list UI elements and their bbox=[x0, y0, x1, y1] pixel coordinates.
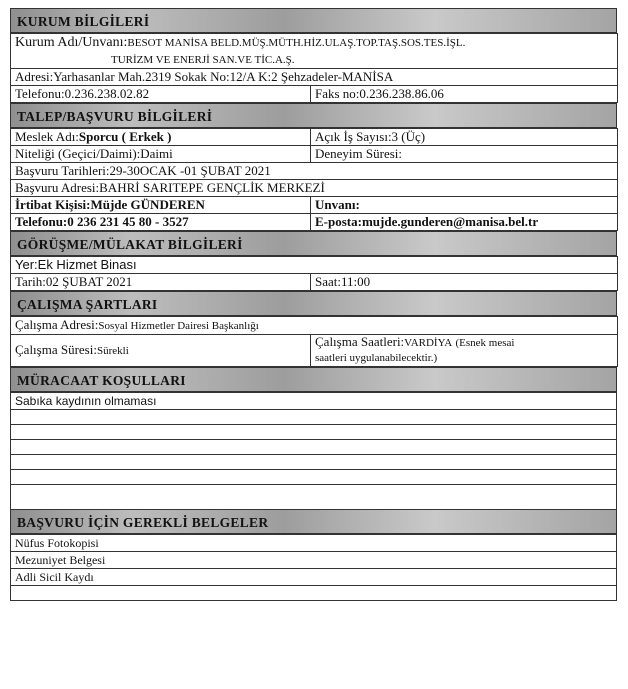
conditions-table bbox=[10, 316, 618, 367]
institution-table bbox=[10, 33, 618, 103]
institution-address: Adresi:Yarhasanlar Mah.2319 Sokak No:12/A K:2 Şehzadeler-MANİSA bbox=[11, 69, 618, 86]
application-table bbox=[10, 128, 618, 231]
institution-header: KURUM BİLGİLERİ bbox=[10, 8, 617, 33]
contact-person: İrtibat Kişisi:Müjde GÜNDEREN bbox=[11, 197, 311, 214]
document-blank-row bbox=[11, 586, 617, 601]
work-duration-value: Sürekli bbox=[96, 345, 129, 357]
application-address: Başvuru Adresi:BAHRİ SARITEPE GENÇLİK MERKEZİ bbox=[11, 180, 618, 197]
requirement-blank-row bbox=[11, 455, 617, 470]
contact-title: Unvanı: bbox=[311, 197, 618, 214]
work-address-cell bbox=[11, 317, 618, 335]
requirement-item: Sabıka kaydının olmaması bbox=[11, 393, 617, 410]
institution-name-label: Kurum Adı/Unvanı: bbox=[15, 35, 128, 50]
work-address-value: Sosyal Hizmetler Dairesi Başkanlığı bbox=[98, 320, 259, 332]
interview-time: Saat:11:00 bbox=[311, 274, 618, 291]
requirement-blank-row bbox=[11, 410, 617, 425]
institution-name-value-cont: TURİZM VE ENERJİ SAN.VE TİC.A.Ş. bbox=[111, 54, 295, 66]
institution-name-cell bbox=[11, 34, 618, 69]
contact-phone: Telefonu:0 236 231 45 80 - 3527 bbox=[11, 214, 311, 231]
requirements-header: MÜRACAAT KOŞULLARI bbox=[10, 367, 617, 392]
work-hours-note: (Esnek mesai bbox=[455, 337, 515, 349]
document-item: Mezuniyet Belgesi bbox=[11, 552, 617, 569]
interview-header: GÖRÜŞME/MÜLAKAT BİLGİLERİ bbox=[10, 231, 617, 256]
profession-cell bbox=[11, 129, 311, 146]
application-form bbox=[10, 8, 617, 601]
documents-header: BAŞVURU İÇİN GEREKLİ BELGELER bbox=[10, 509, 617, 534]
profession-label: Meslek Adı: bbox=[15, 129, 79, 144]
requirement-blank-row bbox=[11, 425, 617, 440]
contact-email: E-posta:mujde.gunderen@manisa.bel.tr bbox=[311, 214, 618, 231]
work-duration-cell bbox=[11, 335, 311, 367]
application-header: TALEP/BAŞVURU BİLGİLERİ bbox=[10, 103, 617, 128]
openings: Açık İş Sayısı:3 (Üç) bbox=[311, 129, 618, 146]
institution-phone: Telefonu:0.236.238.02.82 bbox=[11, 86, 311, 103]
job-type: Niteliği (Geçici/Daimi):Daimi bbox=[11, 146, 311, 163]
experience: Deneyim Süresi: bbox=[311, 146, 618, 163]
institution-fax: Faks no:0.236.238.86.06 bbox=[311, 86, 618, 103]
work-hours-cell bbox=[311, 335, 618, 367]
work-hours-value: VARDİYA bbox=[404, 337, 453, 349]
work-hours-label: Çalışma Saatleri: bbox=[315, 334, 405, 349]
requirement-blank-row bbox=[11, 470, 617, 485]
requirements-table bbox=[10, 392, 617, 485]
institution-name-value: BESOT MANİSA BELD.MÜŞ.MÜTH.HİZ.ULAŞ.TOP.TAŞ.SOS.TES.İŞL. bbox=[127, 37, 466, 49]
document-item: Nüfus Fotokopisi bbox=[11, 535, 617, 552]
conditions-header: ÇALIŞMA ŞARTLARI bbox=[10, 291, 617, 316]
interview-table bbox=[10, 256, 618, 291]
section-gap bbox=[10, 485, 617, 509]
interview-place: Yer:Ek Hizmet Binası bbox=[11, 257, 618, 274]
documents-table bbox=[10, 534, 617, 601]
work-duration-label: Çalışma Süresi: bbox=[15, 342, 97, 357]
profession-value: Sporcu ( Erkek ) bbox=[78, 129, 172, 144]
document-item: Adli Sicil Kaydı bbox=[11, 569, 617, 586]
work-address-label: Çalışma Adresi: bbox=[15, 317, 99, 332]
work-hours-note-cont: saatleri uygulanabilecektir.) bbox=[315, 352, 438, 364]
application-dates: Başvuru Tarihleri:29-30OCAK -01 ŞUBAT 2021 bbox=[11, 163, 618, 180]
interview-date: Tarih:02 ŞUBAT 2021 bbox=[11, 274, 311, 291]
requirement-blank-row bbox=[11, 440, 617, 455]
